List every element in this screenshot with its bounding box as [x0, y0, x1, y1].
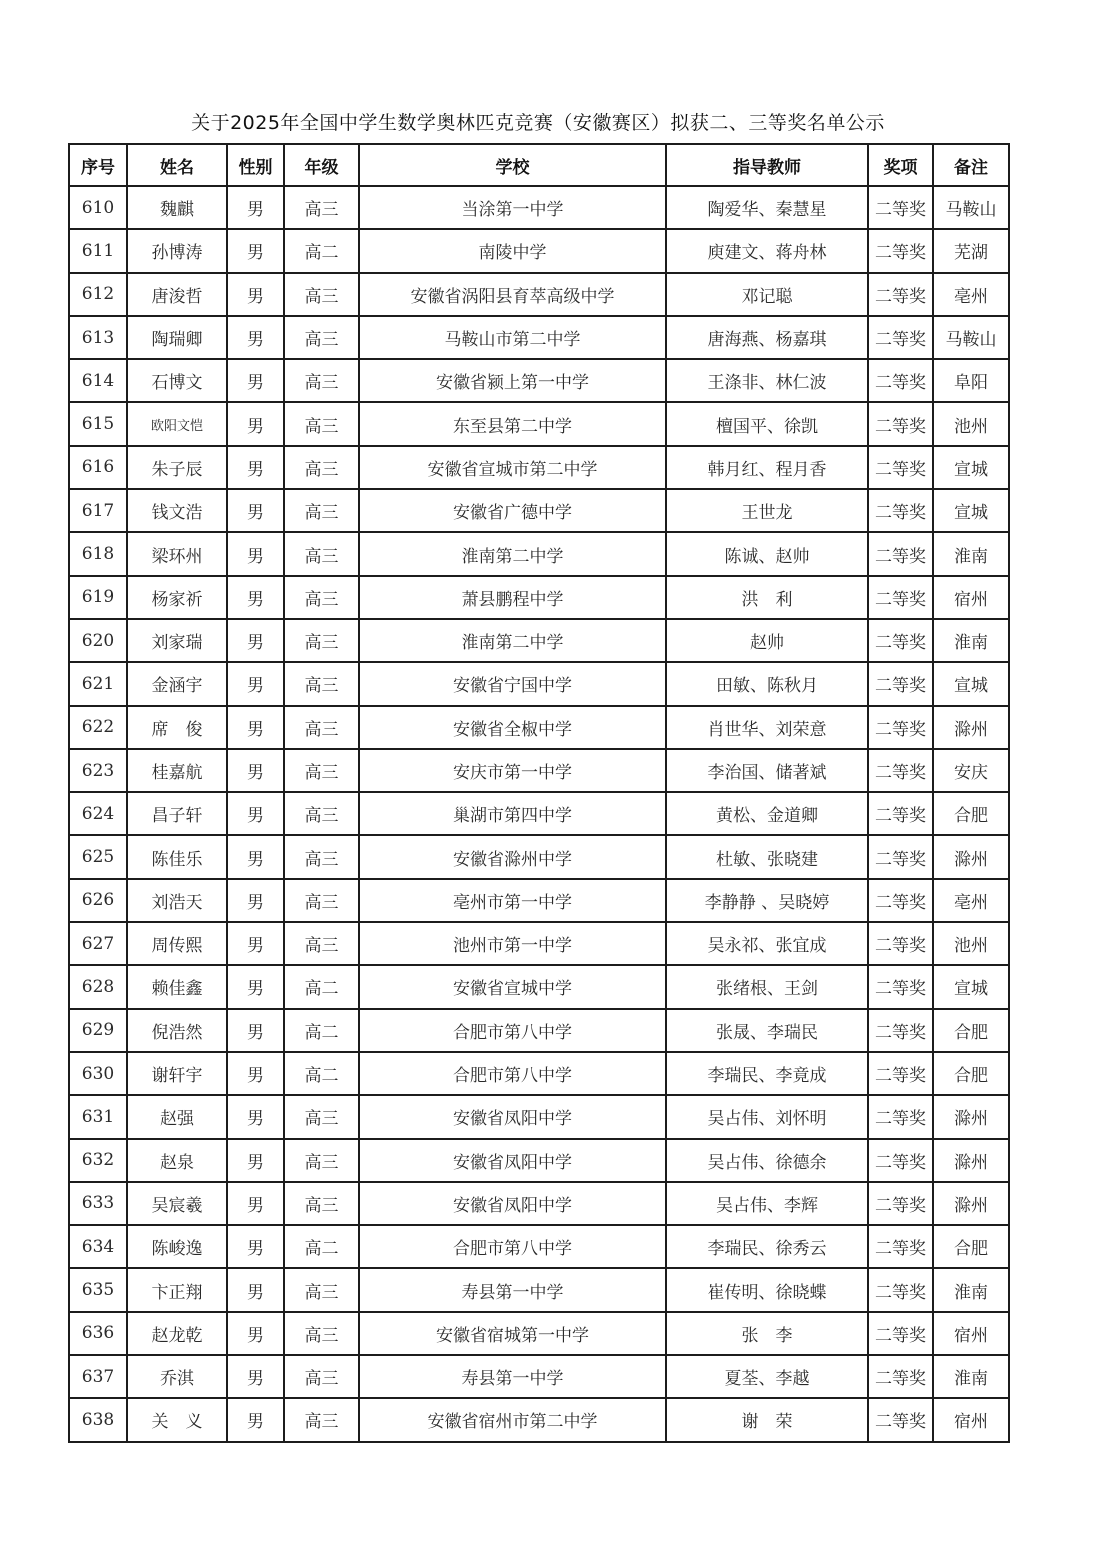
school-cell: 合肥市第八中学	[359, 1225, 666, 1268]
serial-number-cell: 636	[69, 1312, 127, 1355]
table-row	[69, 1052, 1009, 1095]
student-name-cell: 赖佳鑫	[127, 965, 227, 1008]
grade-cell: 高二	[284, 1052, 359, 1095]
gender-cell: 男	[227, 749, 284, 792]
serial-number-cell: 616	[69, 446, 127, 489]
region-cell: 宣城	[933, 662, 1009, 705]
table-row	[69, 1182, 1009, 1225]
teacher-cell: 夏荃、李越	[666, 1355, 868, 1398]
region-cell: 淮南	[933, 532, 1009, 575]
table-row	[69, 1312, 1009, 1355]
school-cell: 亳州市第一中学	[359, 879, 666, 922]
student-name-cell: 陶瑞卿	[127, 316, 227, 359]
serial-number-cell: 634	[69, 1225, 127, 1268]
gender-cell: 男	[227, 965, 284, 1008]
teacher-cell: 陶爱华、秦慧星	[666, 186, 868, 229]
grade-cell: 高三	[284, 316, 359, 359]
award-cell: 二等奖	[868, 879, 933, 922]
serial-number-cell: 612	[69, 273, 127, 316]
region-cell: 芜湖	[933, 229, 1009, 272]
region-cell: 合肥	[933, 1052, 1009, 1095]
award-cell: 二等奖	[868, 1312, 933, 1355]
award-cell: 二等奖	[868, 1009, 933, 1052]
serial-number-cell: 624	[69, 792, 127, 835]
serial-number-cell: 632	[69, 1139, 127, 1182]
region-cell: 安庆	[933, 749, 1009, 792]
region-cell: 淮南	[933, 1355, 1009, 1398]
student-name-cell: 梁环州	[127, 532, 227, 575]
teacher-cell: 谢 荣	[666, 1398, 868, 1441]
serial-number-cell: 622	[69, 706, 127, 749]
region-cell: 宿州	[933, 1312, 1009, 1355]
award-cell: 二等奖	[868, 1095, 933, 1138]
award-cell: 二等奖	[868, 273, 933, 316]
grade-cell: 高三	[284, 532, 359, 575]
region-cell: 马鞍山	[933, 186, 1009, 229]
school-cell: 淮南第二中学	[359, 619, 666, 662]
gender-cell: 男	[227, 1268, 284, 1311]
teacher-cell: 陈诚、赵帅	[666, 532, 868, 575]
header-cell: 备注	[933, 144, 1009, 186]
student-name-cell: 关 义	[127, 1398, 227, 1441]
school-cell: 安徽省全椒中学	[359, 706, 666, 749]
school-cell: 安徽省宁国中学	[359, 662, 666, 705]
serial-number-cell: 633	[69, 1182, 127, 1225]
region-cell: 滁州	[933, 706, 1009, 749]
region-cell: 宿州	[933, 576, 1009, 619]
student-name-cell: 刘浩天	[127, 879, 227, 922]
serial-number-cell: 623	[69, 749, 127, 792]
gender-cell: 男	[227, 359, 284, 402]
serial-number-cell: 614	[69, 359, 127, 402]
region-cell: 亳州	[933, 273, 1009, 316]
teacher-cell: 张晟、李瑞民	[666, 1009, 868, 1052]
student-name-cell: 钱文浩	[127, 489, 227, 532]
header-cell: 学校	[359, 144, 666, 186]
school-cell: 当涂第一中学	[359, 186, 666, 229]
table-row	[69, 662, 1009, 705]
header-cell: 年级	[284, 144, 359, 186]
school-cell: 东至县第二中学	[359, 402, 666, 445]
table-row	[69, 1398, 1009, 1441]
school-cell: 安徽省凤阳中学	[359, 1182, 666, 1225]
table-row	[69, 186, 1009, 229]
grade-cell: 高三	[284, 446, 359, 489]
teacher-cell: 崔传明、徐晓蝶	[666, 1268, 868, 1311]
grade-cell: 高三	[284, 1095, 359, 1138]
award-cell: 二等奖	[868, 619, 933, 662]
table-row	[69, 706, 1009, 749]
table-row	[69, 1139, 1009, 1182]
award-cell: 二等奖	[868, 922, 933, 965]
table-row	[69, 532, 1009, 575]
grade-cell: 高二	[284, 1009, 359, 1052]
grade-cell: 高三	[284, 619, 359, 662]
table-row	[69, 402, 1009, 445]
award-cell: 二等奖	[868, 835, 933, 878]
award-cell: 二等奖	[868, 402, 933, 445]
gender-cell: 男	[227, 1009, 284, 1052]
award-cell: 二等奖	[868, 489, 933, 532]
grade-cell: 高三	[284, 1398, 359, 1441]
table-row	[69, 965, 1009, 1008]
grade-cell: 高二	[284, 1225, 359, 1268]
region-cell: 池州	[933, 922, 1009, 965]
serial-number-cell: 631	[69, 1095, 127, 1138]
header-cell: 指导教师	[666, 144, 868, 186]
teacher-cell: 王世龙	[666, 489, 868, 532]
award-cell: 二等奖	[868, 1355, 933, 1398]
award-cell: 二等奖	[868, 662, 933, 705]
gender-cell: 男	[227, 1398, 284, 1441]
table-row	[69, 922, 1009, 965]
teacher-cell: 李瑞民、徐秀云	[666, 1225, 868, 1268]
student-name-cell: 赵泉	[127, 1139, 227, 1182]
serial-number-cell: 625	[69, 835, 127, 878]
grade-cell: 高二	[284, 229, 359, 272]
table-row	[69, 619, 1009, 662]
grade-cell: 高三	[284, 662, 359, 705]
teacher-cell: 田敏、陈秋月	[666, 662, 868, 705]
teacher-cell: 檀国平、徐凯	[666, 402, 868, 445]
school-cell: 合肥市第八中学	[359, 1009, 666, 1052]
grade-cell: 高三	[284, 835, 359, 878]
student-name-cell: 周传熙	[127, 922, 227, 965]
table-row	[69, 1268, 1009, 1311]
gender-cell: 男	[227, 1355, 284, 1398]
school-cell: 寿县第一中学	[359, 1355, 666, 1398]
award-list-table	[68, 143, 1010, 1443]
school-cell: 萧县鹏程中学	[359, 576, 666, 619]
region-cell: 马鞍山	[933, 316, 1009, 359]
gender-cell: 男	[227, 835, 284, 878]
teacher-cell: 赵帅	[666, 619, 868, 662]
student-name-cell: 吴宸羲	[127, 1182, 227, 1225]
award-cell: 二等奖	[868, 359, 933, 402]
school-cell: 安徽省宿州市第二中学	[359, 1398, 666, 1441]
award-cell: 二等奖	[868, 1182, 933, 1225]
gender-cell: 男	[227, 922, 284, 965]
gender-cell: 男	[227, 229, 284, 272]
student-name-cell: 乔淇	[127, 1355, 227, 1398]
grade-cell: 高三	[284, 1182, 359, 1225]
award-cell: 二等奖	[868, 965, 933, 1008]
award-cell: 二等奖	[868, 316, 933, 359]
student-name-cell: 陈佳乐	[127, 835, 227, 878]
gender-cell: 男	[227, 879, 284, 922]
award-cell: 二等奖	[868, 1052, 933, 1095]
school-cell: 安徽省宣城市第二中学	[359, 446, 666, 489]
award-cell: 二等奖	[868, 792, 933, 835]
region-cell: 滁州	[933, 1182, 1009, 1225]
teacher-cell: 洪 利	[666, 576, 868, 619]
header-cell: 姓名	[127, 144, 227, 186]
serial-number-cell: 610	[69, 186, 127, 229]
teacher-cell: 吴永祁、张宜成	[666, 922, 868, 965]
table-row	[69, 1009, 1009, 1052]
teacher-cell: 韩月红、程月香	[666, 446, 868, 489]
teacher-cell: 李瑞民、李竟成	[666, 1052, 868, 1095]
teacher-cell: 肖世华、刘荣意	[666, 706, 868, 749]
gender-cell: 男	[227, 273, 284, 316]
serial-number-cell: 618	[69, 532, 127, 575]
student-name-cell: 唐浚哲	[127, 273, 227, 316]
serial-number-cell: 619	[69, 576, 127, 619]
teacher-cell: 李治国、储著斌	[666, 749, 868, 792]
teacher-cell: 吴占伟、李辉	[666, 1182, 868, 1225]
gender-cell: 男	[227, 706, 284, 749]
serial-number-cell: 617	[69, 489, 127, 532]
award-cell: 二等奖	[868, 229, 933, 272]
school-cell: 淮南第二中学	[359, 532, 666, 575]
teacher-cell: 杜敏、张晓建	[666, 835, 868, 878]
gender-cell: 男	[227, 576, 284, 619]
gender-cell: 男	[227, 1052, 284, 1095]
serial-number-cell: 613	[69, 316, 127, 359]
gender-cell: 男	[227, 446, 284, 489]
table-header-row	[69, 144, 1009, 186]
table-row	[69, 749, 1009, 792]
serial-number-cell: 629	[69, 1009, 127, 1052]
student-name-cell: 孙博涛	[127, 229, 227, 272]
gender-cell: 男	[227, 662, 284, 705]
region-cell: 滁州	[933, 835, 1009, 878]
school-cell: 南陵中学	[359, 229, 666, 272]
grade-cell: 高三	[284, 749, 359, 792]
region-cell: 池州	[933, 402, 1009, 445]
award-cell: 二等奖	[868, 1225, 933, 1268]
teacher-cell: 张 李	[666, 1312, 868, 1355]
region-cell: 宿州	[933, 1398, 1009, 1441]
award-cell: 二等奖	[868, 749, 933, 792]
grade-cell: 高三	[284, 273, 359, 316]
table-row	[69, 1095, 1009, 1138]
teacher-cell: 邓记聪	[666, 273, 868, 316]
school-cell: 巢湖市第四中学	[359, 792, 666, 835]
student-name-cell: 刘家瑞	[127, 619, 227, 662]
grade-cell: 高三	[284, 1312, 359, 1355]
table-row	[69, 273, 1009, 316]
school-cell: 合肥市第八中学	[359, 1052, 666, 1095]
school-cell: 安徽省广德中学	[359, 489, 666, 532]
gender-cell: 男	[227, 1225, 284, 1268]
teacher-cell: 张绪根、王剑	[666, 965, 868, 1008]
student-name-cell: 谢轩宇	[127, 1052, 227, 1095]
gender-cell: 男	[227, 1182, 284, 1225]
table-row	[69, 1225, 1009, 1268]
header-cell: 序号	[69, 144, 127, 186]
student-name-cell: 赵强	[127, 1095, 227, 1138]
student-name-cell: 石博文	[127, 359, 227, 402]
award-cell: 二等奖	[868, 706, 933, 749]
grade-cell: 高三	[284, 792, 359, 835]
serial-number-cell: 620	[69, 619, 127, 662]
school-cell: 安徽省宣城中学	[359, 965, 666, 1008]
region-cell: 合肥	[933, 792, 1009, 835]
region-cell: 合肥	[933, 1009, 1009, 1052]
serial-number-cell: 626	[69, 879, 127, 922]
grade-cell: 高三	[284, 1355, 359, 1398]
teacher-cell: 黄松、金道卿	[666, 792, 868, 835]
gender-cell: 男	[227, 1139, 284, 1182]
serial-number-cell: 627	[69, 922, 127, 965]
student-name-cell: 金涵宇	[127, 662, 227, 705]
student-name-cell: 桂嘉航	[127, 749, 227, 792]
serial-number-cell: 621	[69, 662, 127, 705]
teacher-cell: 李静静 、吴晓婷	[666, 879, 868, 922]
table-row	[69, 446, 1009, 489]
table-row	[69, 359, 1009, 402]
school-cell: 马鞍山市第二中学	[359, 316, 666, 359]
teacher-cell: 庾建文、蒋舟林	[666, 229, 868, 272]
region-cell: 淮南	[933, 619, 1009, 662]
award-cell: 二等奖	[868, 446, 933, 489]
region-cell: 合肥	[933, 1225, 1009, 1268]
student-name-cell: 欧阳文恺	[127, 402, 227, 445]
header-cell: 奖项	[868, 144, 933, 186]
teacher-cell: 吴占伟、刘怀明	[666, 1095, 868, 1138]
school-cell: 安徽省宿城第一中学	[359, 1312, 666, 1355]
table-row	[69, 316, 1009, 359]
grade-cell: 高三	[284, 576, 359, 619]
gender-cell: 男	[227, 1095, 284, 1138]
serial-number-cell: 630	[69, 1052, 127, 1095]
table-row	[69, 1355, 1009, 1398]
student-name-cell: 倪浩然	[127, 1009, 227, 1052]
student-name-cell: 昌子轩	[127, 792, 227, 835]
header-cell: 性别	[227, 144, 284, 186]
region-cell: 宣城	[933, 965, 1009, 1008]
serial-number-cell: 637	[69, 1355, 127, 1398]
region-cell: 阜阳	[933, 359, 1009, 402]
region-cell: 宣城	[933, 446, 1009, 489]
school-cell: 安庆市第一中学	[359, 749, 666, 792]
student-name-cell: 朱子辰	[127, 446, 227, 489]
document-title: 关于2025年全国中学生数学奥林匹克竞赛（安徽赛区）拟获二、三等奖名单公示	[191, 112, 885, 134]
grade-cell: 高三	[284, 402, 359, 445]
award-cell: 二等奖	[868, 576, 933, 619]
award-cell: 二等奖	[868, 186, 933, 229]
table-row	[69, 835, 1009, 878]
gender-cell: 男	[227, 532, 284, 575]
region-cell: 淮南	[933, 1268, 1009, 1311]
grade-cell: 高三	[284, 489, 359, 532]
grade-cell: 高三	[284, 879, 359, 922]
award-cell: 二等奖	[868, 1139, 933, 1182]
serial-number-cell: 635	[69, 1268, 127, 1311]
student-name-cell: 赵龙乾	[127, 1312, 227, 1355]
award-cell: 二等奖	[868, 1398, 933, 1441]
gender-cell: 男	[227, 489, 284, 532]
student-name-cell: 席 俊	[127, 706, 227, 749]
school-cell: 安徽省滁州中学	[359, 835, 666, 878]
school-cell: 安徽省凤阳中学	[359, 1139, 666, 1182]
region-cell: 宣城	[933, 489, 1009, 532]
award-cell: 二等奖	[868, 532, 933, 575]
gender-cell: 男	[227, 186, 284, 229]
grade-cell: 高三	[284, 922, 359, 965]
gender-cell: 男	[227, 619, 284, 662]
grade-cell: 高三	[284, 359, 359, 402]
region-cell: 滁州	[933, 1139, 1009, 1182]
student-name-cell: 杨家祈	[127, 576, 227, 619]
serial-number-cell: 615	[69, 402, 127, 445]
student-name-cell: 魏麒	[127, 186, 227, 229]
table-row	[69, 576, 1009, 619]
table-row	[69, 792, 1009, 835]
student-name-cell: 卞正翔	[127, 1268, 227, 1311]
school-cell: 寿县第一中学	[359, 1268, 666, 1311]
serial-number-cell: 628	[69, 965, 127, 1008]
grade-cell: 高三	[284, 1268, 359, 1311]
grade-cell: 高二	[284, 965, 359, 1008]
table-body	[69, 186, 1009, 1442]
school-cell: 安徽省凤阳中学	[359, 1095, 666, 1138]
grade-cell: 高三	[284, 706, 359, 749]
serial-number-cell: 638	[69, 1398, 127, 1441]
school-cell: 安徽省颍上第一中学	[359, 359, 666, 402]
teacher-cell: 王涤非、林仁波	[666, 359, 868, 402]
serial-number-cell: 611	[69, 229, 127, 272]
table-row	[69, 879, 1009, 922]
award-cell: 二等奖	[868, 1268, 933, 1311]
gender-cell: 男	[227, 792, 284, 835]
gender-cell: 男	[227, 1312, 284, 1355]
grade-cell: 高三	[284, 186, 359, 229]
teacher-cell: 唐海燕、杨嘉琪	[666, 316, 868, 359]
gender-cell: 男	[227, 402, 284, 445]
school-cell: 安徽省涡阳县育萃高级中学	[359, 273, 666, 316]
region-cell: 滁州	[933, 1095, 1009, 1138]
table-row	[69, 229, 1009, 272]
student-name-cell: 陈峻逸	[127, 1225, 227, 1268]
table-row	[69, 489, 1009, 532]
teacher-cell: 吴占伟、徐德余	[666, 1139, 868, 1182]
region-cell: 亳州	[933, 879, 1009, 922]
school-cell: 池州市第一中学	[359, 922, 666, 965]
gender-cell: 男	[227, 316, 284, 359]
grade-cell: 高三	[284, 1139, 359, 1182]
